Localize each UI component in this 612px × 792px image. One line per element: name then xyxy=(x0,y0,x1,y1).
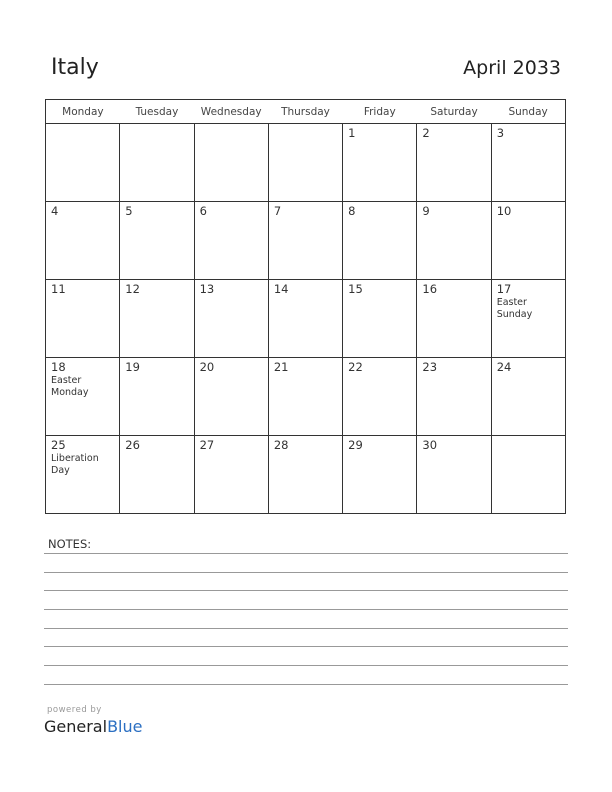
day-number: 28 xyxy=(273,438,289,452)
week-row xyxy=(46,436,566,514)
day-number: 22 xyxy=(348,360,363,374)
day-cell[interactable] xyxy=(417,358,491,436)
day-number: 27 xyxy=(199,438,215,452)
day-cell[interactable] xyxy=(491,124,565,202)
day-cell[interactable] xyxy=(120,436,194,514)
day-cell[interactable] xyxy=(343,124,417,202)
day-cell[interactable] xyxy=(491,436,565,514)
note-line xyxy=(44,684,568,685)
day-cell[interactable] xyxy=(194,202,268,280)
note-line xyxy=(44,609,568,610)
day-cell[interactable] xyxy=(343,202,417,280)
day-cell[interactable] xyxy=(491,280,565,358)
day-number: 8 xyxy=(348,204,356,218)
day-number: 11 xyxy=(51,282,66,296)
day-number: 20 xyxy=(199,360,215,374)
day-number: 21 xyxy=(273,360,289,374)
week-row xyxy=(46,358,566,436)
holiday-label: Easter Sunday xyxy=(496,297,533,320)
calendar-grid xyxy=(45,99,566,514)
note-line xyxy=(44,665,568,666)
day-number: 10 xyxy=(496,204,512,218)
brand-blue: Blue xyxy=(107,717,143,736)
brand-logo[interactable] xyxy=(44,717,142,736)
day-number: 15 xyxy=(348,282,363,296)
day-number: 2 xyxy=(422,126,430,140)
day-cell[interactable] xyxy=(343,280,417,358)
day-cell[interactable] xyxy=(417,124,491,202)
weekday-header-row xyxy=(46,100,566,124)
day-cell[interactable] xyxy=(491,358,565,436)
day-cell[interactable] xyxy=(417,436,491,514)
holiday-label: Easter Monday xyxy=(51,375,89,398)
day-number: 16 xyxy=(422,282,438,296)
day-cell[interactable] xyxy=(194,124,268,202)
day-number: 29 xyxy=(348,438,363,452)
day-cell[interactable] xyxy=(194,280,268,358)
day-cell[interactable] xyxy=(194,436,268,514)
powered-by-text: powered by xyxy=(47,705,102,715)
country-title: Italy xyxy=(51,55,99,80)
day-number: 4 xyxy=(51,204,59,218)
day-number: 7 xyxy=(273,204,282,218)
weekday-sunday: Sunday xyxy=(491,100,565,124)
day-number: 3 xyxy=(496,126,505,140)
day-cell[interactable] xyxy=(46,202,120,280)
weekday-saturday: Saturday xyxy=(417,100,491,124)
day-cell[interactable] xyxy=(268,358,342,436)
day-cell[interactable] xyxy=(120,358,194,436)
weekday-friday: Friday xyxy=(343,100,417,124)
day-cell[interactable] xyxy=(46,280,120,358)
note-line xyxy=(44,590,568,591)
weekday-thursday: Thursday xyxy=(268,100,342,124)
day-number: 24 xyxy=(496,360,512,374)
notes-label: NOTES: xyxy=(48,537,92,551)
note-line xyxy=(44,628,568,629)
week-row xyxy=(46,202,566,280)
weekday-monday: Monday xyxy=(46,100,120,124)
day-number: 14 xyxy=(273,282,289,296)
day-cell[interactable] xyxy=(268,202,342,280)
day-cell[interactable] xyxy=(268,436,342,514)
day-cell[interactable] xyxy=(343,358,417,436)
day-number: 17 xyxy=(496,282,512,296)
day-number: 12 xyxy=(125,282,140,296)
weekday-tuesday: Tuesday xyxy=(120,100,194,124)
day-cell[interactable] xyxy=(120,202,194,280)
day-cell[interactable] xyxy=(46,436,120,514)
day-number: 30 xyxy=(422,438,438,452)
day-number: 9 xyxy=(422,204,430,218)
week-row xyxy=(46,280,566,358)
day-cell[interactable] xyxy=(46,358,120,436)
day-number: 25 xyxy=(51,438,66,452)
note-line xyxy=(44,553,568,554)
day-number: 13 xyxy=(199,282,215,296)
day-number: 23 xyxy=(422,360,438,374)
day-cell[interactable] xyxy=(491,202,565,280)
day-number: 18 xyxy=(51,360,66,374)
brand-general: General xyxy=(44,717,108,736)
day-number: 19 xyxy=(125,360,140,374)
day-number: 1 xyxy=(348,126,356,140)
day-number: 5 xyxy=(125,204,133,218)
weekday-wednesday: Wednesday xyxy=(194,100,268,124)
month-year-title: April 2033 xyxy=(463,57,561,79)
day-cell[interactable] xyxy=(343,436,417,514)
day-cell[interactable] xyxy=(194,358,268,436)
day-number: 6 xyxy=(199,204,207,218)
day-number: 26 xyxy=(125,438,140,452)
day-cell[interactable] xyxy=(120,124,194,202)
day-cell[interactable] xyxy=(417,202,491,280)
day-cell[interactable] xyxy=(417,280,491,358)
holiday-label: Liberation Day xyxy=(51,453,99,476)
week-row xyxy=(46,124,566,202)
day-cell[interactable] xyxy=(268,280,342,358)
day-cell[interactable] xyxy=(268,124,342,202)
day-cell[interactable] xyxy=(46,124,120,202)
note-line xyxy=(44,646,568,647)
note-line xyxy=(44,572,568,573)
day-cell[interactable] xyxy=(120,280,194,358)
